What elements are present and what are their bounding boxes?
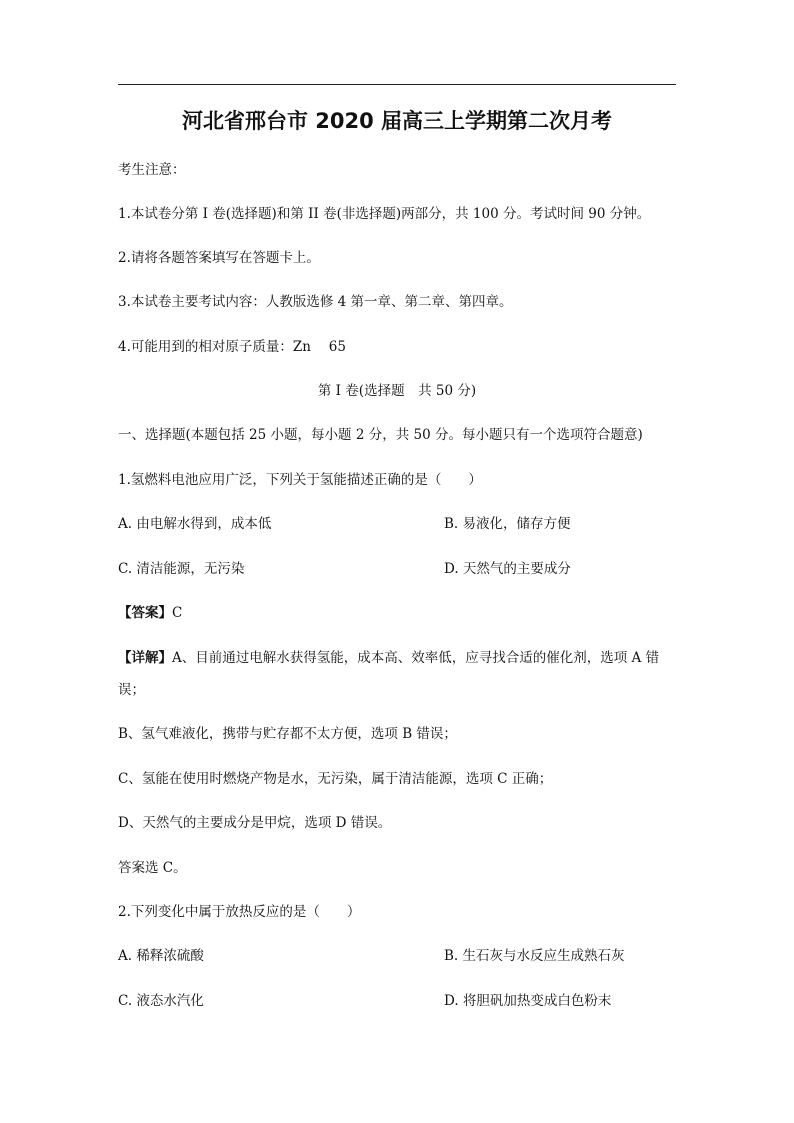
- question-2-option-d: D. 将胆矾加热变成白色粉末: [444, 993, 612, 1009]
- question-2-option-b: B. 生石灰与水反应生成熟石灰: [444, 948, 625, 964]
- notice-item-3: 3.本试卷主要考试内容：人教版选修 4 第一章、第二章、第四章。: [118, 294, 513, 310]
- document-title: 河北省邢台市 2020 届高三上学期第二次月考: [181, 109, 613, 133]
- detail-text: A、目前通过电解水获得氢能，成本高、效率低，应寻找合适的催化剂，选项 A 错: [172, 650, 660, 666]
- answer-label: 【答案】: [118, 605, 172, 621]
- section-heading: 第 I 卷(选择题 共 50 分): [317, 383, 477, 399]
- question-1-detail-line-3: B、氢气难液化，携带与贮存都不太方便，选项 B 错误；: [118, 726, 457, 742]
- notice-item-4: 4.可能用到的相对原子质量：Zn 65: [118, 339, 346, 355]
- question-1-option-a: A. 由电解水得到，成本低: [118, 516, 272, 532]
- notice-item-2: 2.请将各题答案填写在答题卡上。: [118, 250, 320, 266]
- question-2-stem: 2.下列变化中属于放热反应的是（ ）: [118, 904, 361, 920]
- part-heading: 一、选择题(本题包括 25 小题，每小题 2 分，共 50 分。每小题只有一个选项符合题意): [118, 427, 643, 443]
- question-1-detail-line-1: [118, 648, 659, 668]
- question-1-answer: [118, 603, 182, 623]
- question-1-stem: 1.氢燃料电池应用广泛，下列关于氢能描述正确的是（ ）: [118, 472, 482, 488]
- question-2-option-a: A. 稀释浓硫酸: [118, 948, 204, 964]
- header-rule: [118, 84, 676, 85]
- question-1-option-b: B. 易液化，储存方便: [444, 516, 571, 532]
- question-1-option-c: C. 清洁能源，无污染: [118, 561, 245, 577]
- question-2-option-c: C. 液态水汽化: [118, 993, 204, 1009]
- detail-label: 【详解】: [118, 650, 172, 666]
- answer-value: C: [172, 605, 183, 621]
- question-1-detail-line-5: D、天然气的主要成分是甲烷，选项 D 错误。: [118, 815, 392, 831]
- question-1-option-d: D. 天然气的主要成分: [444, 561, 571, 577]
- notice-item-1: 1.本试卷分第 I 卷(选择题)和第 II 卷(非选择题)两部分，共 100 分。考试时间 90 分钟。: [118, 206, 651, 222]
- notice-heading: 考生注意：: [118, 162, 186, 178]
- question-1-detail-line-4: C、氢能在使用时燃烧产物是水，无污染，属于清洁能源，选项 C 正确；: [118, 771, 553, 787]
- question-1-detail-line-2: 误；: [118, 682, 145, 698]
- question-1-detail-line-6: 答案选 C。: [118, 860, 187, 876]
